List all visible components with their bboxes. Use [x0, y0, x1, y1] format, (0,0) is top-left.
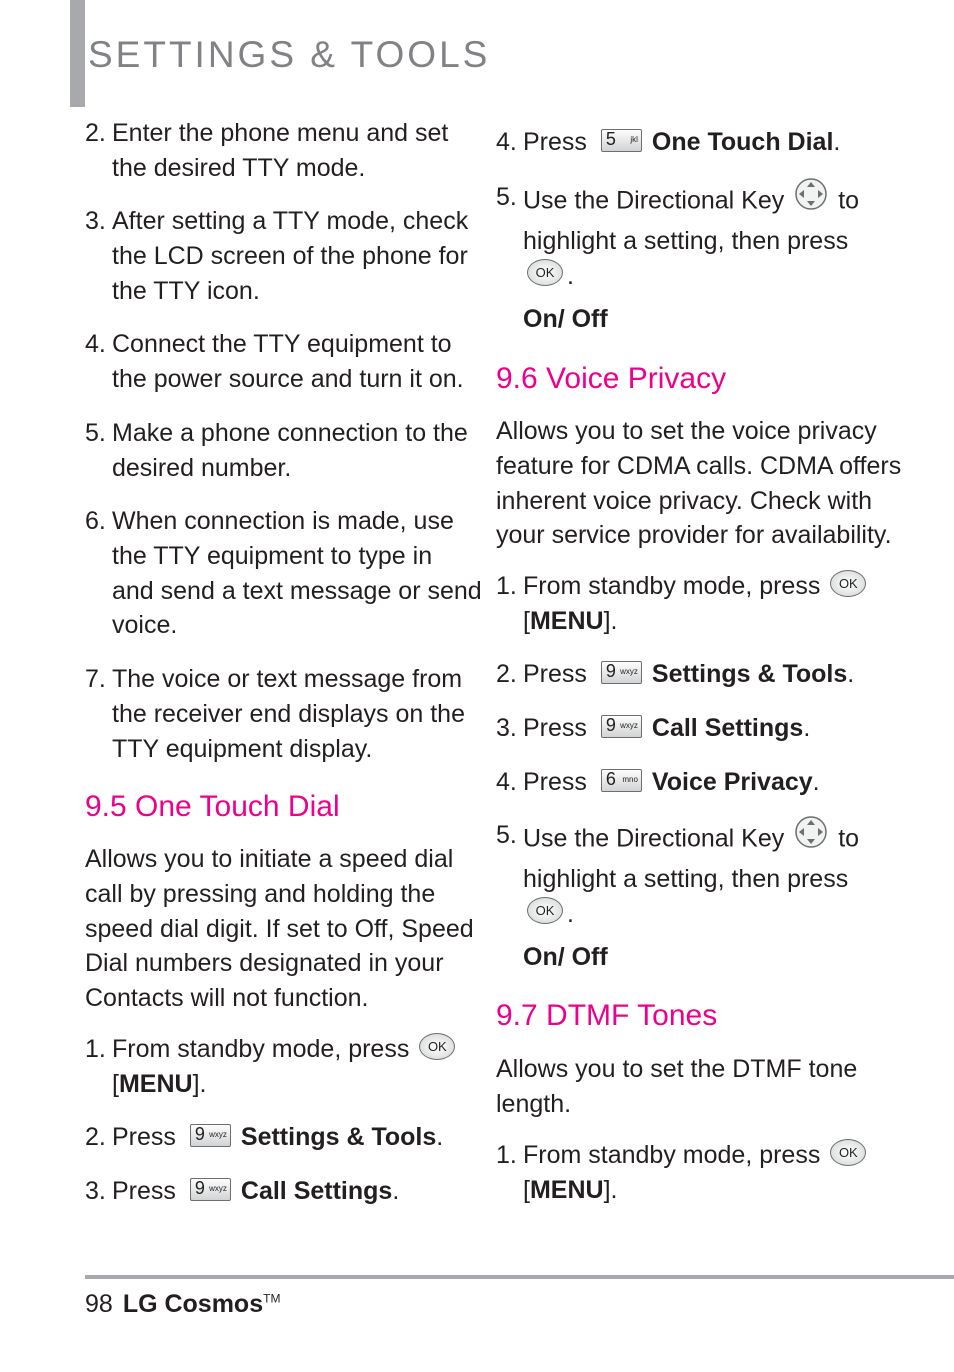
list-item: 5. Make a phone connection to the desired number.	[85, 419, 468, 482]
list-item: 1. From standby mode, press OK [MENU].	[496, 1138, 876, 1208]
list-item: 6. When connection is made, use the TTY equipment to type in and send a text message or send voice.	[85, 507, 482, 640]
key-9-icon: 9 wxyz	[190, 1178, 231, 1201]
header-bar	[70, 0, 85, 107]
footer-rule	[85, 1275, 954, 1279]
section-description: Allows you to set the DTMF tone length.	[496, 1055, 858, 1118]
list-item: 4. Connect the TTY equipment to the power source and turn it on.	[85, 330, 464, 393]
list-item: 2. Enter the phone menu and set the desired TTY mode.	[85, 119, 449, 182]
ok-key-icon: OK	[419, 1033, 455, 1060]
page-title: SETTINGS & TOOLS	[88, 34, 491, 75]
section-description: Allows you to set the voice privacy feature for CDMA calls. CDMA offers inherent voice privacy. Check with your service provider for availability.	[496, 417, 902, 550]
list-item: 3. After setting a TTY mode, check the LCD screen of the phone for the TTY icon.	[85, 207, 469, 305]
directional-key-icon	[794, 815, 828, 859]
ok-key-icon: OK	[527, 897, 563, 924]
list-item: 7. The voice or text message from the receiver end displays on the TTY equipment display.	[85, 665, 465, 763]
section-title-9-7: 9.7 DTMF Tones	[496, 999, 718, 1032]
page-number: 98	[85, 1290, 113, 1318]
directional-key-icon	[794, 177, 828, 221]
ok-key-icon: OK	[830, 1139, 866, 1166]
menu-label: MENU	[529, 606, 604, 635]
list-item: 5. Use the Directional Key to highlight a setting, then press OK .	[496, 818, 876, 931]
list-item: 3. Press 9 wxyz Call Settings.	[85, 1177, 400, 1205]
brand-name: LG Cosmos™	[122, 1290, 281, 1318]
key-9-icon: 9 wxyz	[601, 715, 642, 738]
list-item: 1. From standby mode, press OK [MENU].	[85, 1032, 455, 1102]
list-item: 2. Press 9 wxyz Settings & Tools.	[496, 660, 855, 688]
menu-label: MENU	[118, 1069, 193, 1098]
section-description: Allows you to initiate a speed dial call by pressing and holding the speed dial digit. If set to Off, Speed Dial numbers designated in your Contacts will not function.	[85, 845, 474, 1013]
list-item: 3. Press 9 wxyz Call Settings.	[496, 714, 811, 742]
list-item: 2. Press 9 wxyz Settings & Tools.	[85, 1123, 444, 1151]
list-item: 5. Use the Directional Key to highlight a setting, then press OK .	[496, 180, 876, 293]
section-title-9-5: 9.5 One Touch Dial	[85, 790, 340, 823]
list-item: 4. Press 6 mno Voice Privacy.	[496, 768, 820, 796]
ok-key-icon: OK	[527, 259, 563, 286]
ok-key-icon: OK	[830, 570, 866, 597]
page-footer	[85, 1290, 280, 1319]
options-text: On/ Off	[523, 943, 608, 971]
list-item: 4. Press 5 jkl One Touch Dial.	[496, 128, 841, 156]
list-item: 1. From standby mode, press OK [MENU].	[496, 569, 876, 639]
section-title-9-6: 9.6 Voice Privacy	[496, 362, 727, 395]
key-9-icon: 9 wxyz	[190, 1124, 231, 1147]
key-5-icon: 5 jkl	[601, 129, 642, 152]
options-text: On/ Off	[523, 305, 608, 333]
key-6-icon: 6 mno	[601, 769, 642, 792]
key-9-icon: 9 wxyz	[601, 661, 642, 684]
menu-label: MENU	[529, 1175, 604, 1204]
